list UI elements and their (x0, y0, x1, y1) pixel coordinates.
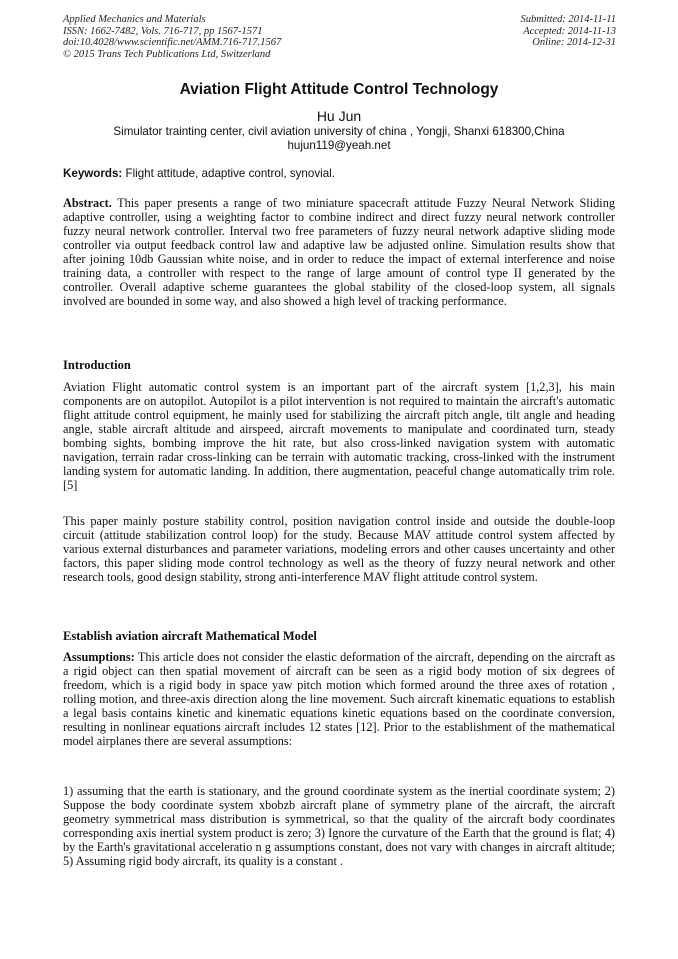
keywords-label: Keywords: (63, 167, 123, 180)
journal-issn: ISSN: 1662-7482, Vols. 716-717, pp 1567-1571 (63, 25, 263, 37)
author-email: hujun119@yeah.net (287, 139, 391, 152)
date-accepted: Accepted: 2014-11-13 (523, 25, 616, 37)
journal-info (63, 14, 281, 60)
assumptions-label: Assumptions: (63, 650, 135, 664)
abstract (63, 196, 615, 308)
assumptions-text: This article does not consider the elastic deformation of the aircraft, depending on the aircraft as a rigid object can then spatial movement of aircraft can be seen as a rigid body motion of six degrees of freedom, which is a rigid body in space yaw pitch motion which formed around the three axes of rotation , rolling motion, and three-axis direction along the line movement. Such aircraft kinematic equations to establish a legal basis contains kinetic and kinematic equations kinetic equations based on the coordinate conversion, resulting in nonlinear equations aircraft includes 12 states [12]. Prior to the establishment of the mathematical model airplanes there are several assumptions: (63, 650, 615, 749)
affiliation: Simulator trainting center, civil aviation university of china , Yongji, Shanxi 618300,China (113, 125, 565, 138)
introduction-paragraph-2: This paper mainly posture stability control, position navigation control inside and outside the double-loop circuit (attitude stabilization control loop) for the study. Because MAV attitude control system affected by various external disturbances and parameter variations, modeling errors and other causes uncertainty and other factors, this paper sliding mode control technology as well as the theory of fuzzy neural network and other research tools, good design stability, strong anti-interference MAV flight attitude control system. (63, 514, 615, 585)
journal-doi: doi:10.4028/www.scientific.net/AMM.716-717.1567 (63, 37, 282, 49)
paper-title: Aviation Flight Attitude Control Technology (179, 81, 499, 98)
publication-dates (520, 14, 616, 49)
author-affiliation-block (0, 125, 678, 153)
assumptions-list-paragraph: 1) assuming that the earth is stationary, and the ground coordinate system as the inertial coordinate system; 2) Suppose the body coordinate system xbobzb aircraft plane of symmetry plane of the aircraft, the aircraft geometry symmetrical mass distribution is symmetrical, so that the quality of the aircraft body coordinates corresponding axis inertial system product is zero; 3) Ignore the curvature of the Earth that the ground is flat; 4) by the Earth's gravitational acceleratio n g assumptions constant, does not vary with changes in aircraft altitude; 5) Assuming rigid body aircraft, its quality is a constant . (63, 784, 615, 869)
section-heading-model: Establish aviation aircraft Mathematical Model (63, 629, 317, 643)
date-online: Online: 2014-12-31 (532, 37, 616, 49)
journal-name: Applied Mechanics and Materials (63, 14, 206, 25)
introduction-paragraph-1: Aviation Flight automatic control system is an important part of the aircraft system [1,2,3], his main components are on autopilot. Autopilot is a pilot intervention is not required to maintain the aircraft's automatic flight attitude control equipment, he mainly used for stabilizing the aircraft pitch angle, tilt angle and heading angle, stable aircraft altitude and airspeed, aircraft movements to manipulate and coordinated turn, steady bombing sights, bombing improve the hit rate, but also cross-linked navigation system with automatic navigation, terrain radar cross-linking can be terrain with automatic tracking, cross-linked with the instrument landing system for automatic landing. In addition, there augmentation, peaceful change automatically trim role. [5] (63, 380, 615, 493)
assumptions-paragraph (63, 650, 615, 748)
author-name: Hu Jun (316, 108, 362, 124)
abstract-label: Abstract. (63, 196, 112, 210)
section-heading-introduction: Introduction (63, 358, 131, 372)
journal-copyright: © 2015 Trans Tech Publications Ltd, Switzerland (63, 48, 271, 60)
date-submitted: Submitted: 2014-11-11 (520, 14, 616, 25)
keywords (63, 167, 615, 180)
abstract-text: This paper presents a range of two miniature spacecraft attitude Fuzzy Neural Network Sliding adaptive controller, using a weighting factor to combine indirect and direct fuzzy neural network controller fuzzy neural network controller. Interval two free parameters of fuzzy neural network adaptive sliding mode controller via output feedback control law and adaptive law be adjusted online. Simulation results show that after joining 10db Gaussian white noise, and in order to reduce the impact of external interference and noise training data, a controller with respect to the range of large amount of control type II generated by the controller. Overall adaptive scheme guarantees the global stability of the closed-loop system, all signals involved are bounded in some way, and also showed a high level of tracking performance. (63, 196, 615, 309)
keywords-text: Flight attitude, adaptive control, synovial. (122, 167, 335, 180)
